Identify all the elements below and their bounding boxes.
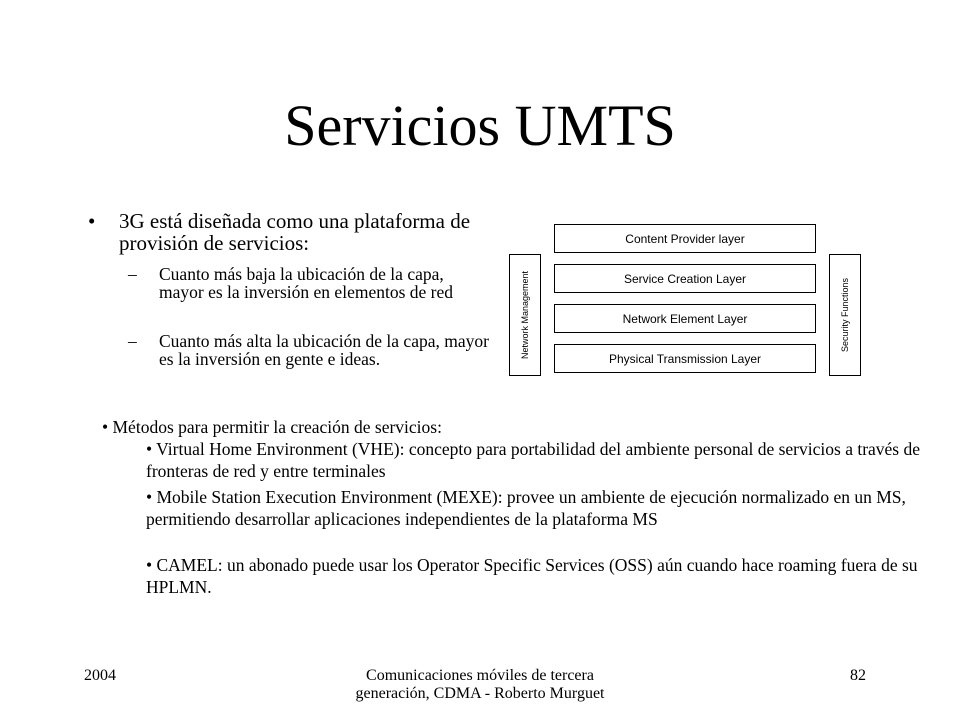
main-bullet-text: 3G está diseñada como una plataforma de provisión de servicios: bbox=[119, 209, 471, 255]
security-functions-label: Security Functions bbox=[840, 277, 850, 353]
sub-bullet-text: Cuanto más alta la ubicación de la capa, mayor es la inversión en gente e ideas. bbox=[159, 331, 489, 369]
slide-title: Servicios UMTS bbox=[284, 93, 676, 158]
dash-marker: – bbox=[128, 264, 137, 284]
network-management-label: Network Management bbox=[520, 270, 530, 360]
physical-transmission-layer: Physical Transmission Layer bbox=[554, 344, 816, 373]
network-management-box bbox=[509, 254, 541, 376]
method-item-vhe: • Virtual Home Environment (VHE): concepto para portabilidad del ambiente personal de servicios a través de fronteras de red y entre terminales bbox=[146, 439, 921, 481]
security-functions-box bbox=[829, 254, 861, 376]
content-provider-layer: Content Provider layer bbox=[554, 224, 816, 253]
dash-marker: – bbox=[128, 331, 137, 351]
network-element-layer: Network Element Layer bbox=[554, 304, 816, 333]
methods-heading: • Métodos para permitir la creación de servicios: bbox=[102, 417, 442, 437]
page-number: 82 bbox=[850, 667, 866, 684]
sub-bullet-text: Cuanto más baja la ubicación de la capa, mayor es la inversión en elementos de red bbox=[159, 264, 453, 302]
layer-diagram bbox=[509, 222, 861, 376]
footer-title: Comunicaciones móviles de tercera generación, CDMA - Roberto Murguet bbox=[355, 667, 605, 702]
method-item-mexe: • Mobile Station Execution Environment (MEXE): provee un ambiente de ejecución normalizado en un MS, permitiendo desarrollar aplicaciones independientes de la plataforma MS bbox=[146, 487, 906, 529]
method-item-camel: • CAMEL: un abonado puede usar los Operator Specific Services (OSS) aún cuando hace roaming fuera de su HPLMN. bbox=[146, 555, 918, 597]
service-creation-layer: Service Creation Layer bbox=[554, 264, 816, 293]
bullet-marker: • bbox=[88, 209, 96, 233]
footer-year: 2004 bbox=[84, 667, 116, 684]
